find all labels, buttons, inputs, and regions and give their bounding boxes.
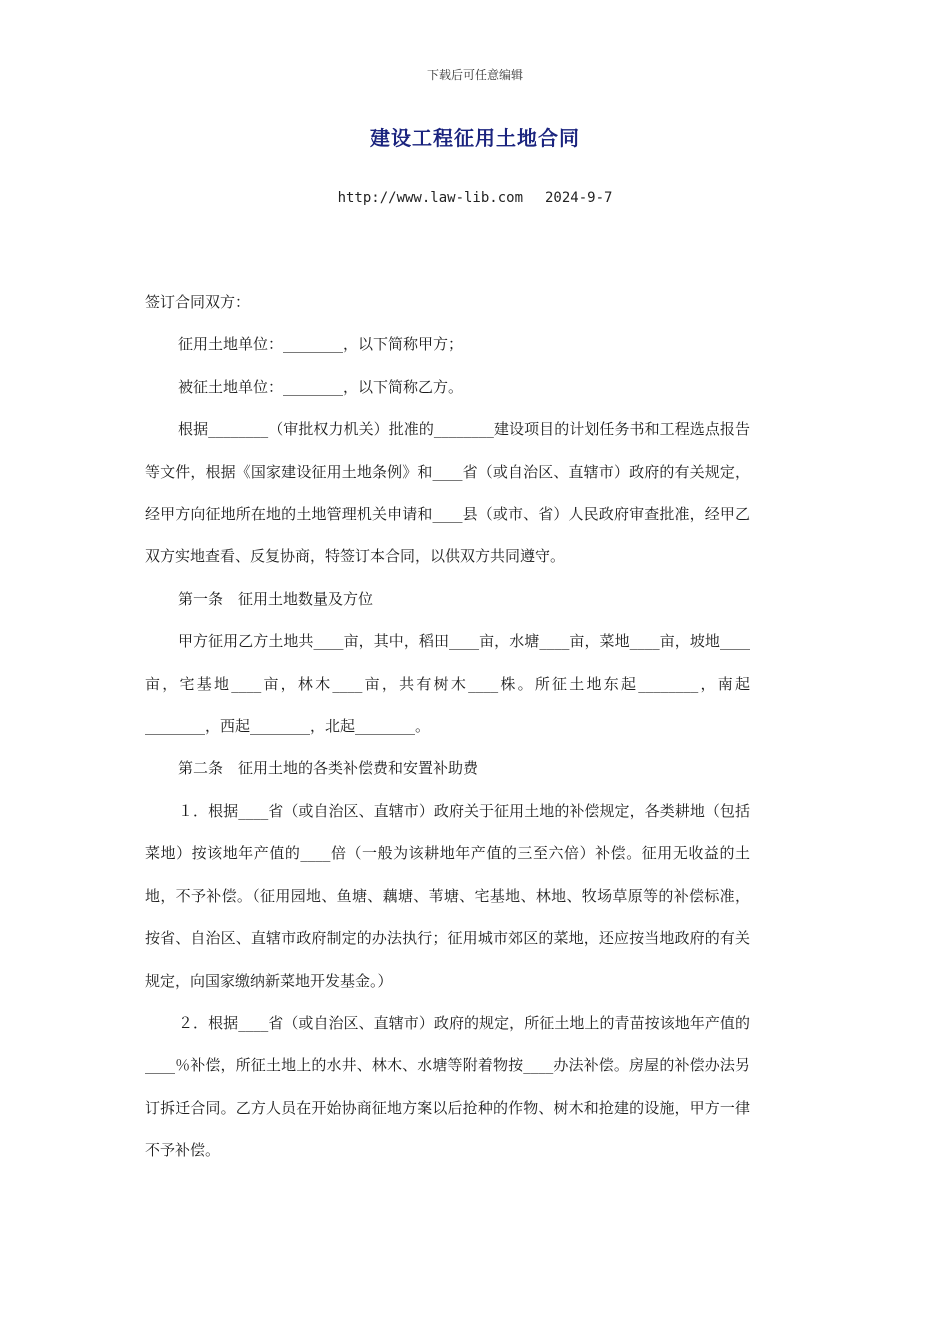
article-2-heading: 第二条 征用土地的各类补偿费和安置补助费	[178, 759, 479, 778]
article-1-heading: 第一条 征用土地数量及方位	[178, 589, 374, 608]
page-title: 建设工程征用土地合同	[370, 126, 580, 150]
source-url: http://www.law-lib.com	[337, 190, 523, 206]
document-date: 2024-9-7	[545, 190, 613, 206]
party-b-line: 被征土地单位：________，以下简称乙方。	[178, 377, 464, 396]
contract-body	[145, 281, 750, 1172]
party-a-line: 征用土地单位：________，以下简称甲方；	[178, 335, 464, 354]
article-2-clause-1: １．根据____省（或自治区、直辖市）政府关于征用土地的补偿规定，各类耕地（包括菜地）按该地年产值的____倍（一般为该耕地年产值的三至六倍）补偿。征用无收益的土地，不予补偿。（征用园地、鱼塘、藕塘、苇塘、宅基地、林地、牧场草原等的补偿标准，按省、自治区、直辖市政府制定的办法执行；征用城市郊区的菜地，还应按当地政府的有关规定，向国家缴纳新菜地开发基金。）	[145, 801, 750, 990]
article-1-body: 甲方征用乙方土地共____亩，其中，稻田____亩，水塘____亩，菜地____亩，坡地____亩，宅基地____亩，林木____亩，共有树木____株。所征土地东起________，南起________，西起________，北起________。	[145, 632, 750, 736]
preamble-paragraph: 根据________（审批权力机关）批准的________建设项目的计划任务书和工程选点报告等文件，根据《国家建设征用土地条例》和____省（或自治区、直辖市）政府的有关规定，经甲方向征地所在地的土地管理机关申请和____县（或市、省）人民政府审查批准，经甲乙双方实地查看、反复协商，特签订本合同，以供双方共同遵守。	[145, 420, 750, 566]
header-note: 下载后可任意编辑	[426, 68, 523, 82]
article-2-clause-2: ２．根据____省（或自治区、直辖市）政府的规定，所征土地上的青苗按该地年产值的____％补偿，所征土地上的水井、林木、水塘等附着物按____办法补偿。房屋的补偿办法另订拆迁合同。乙方人员在开始协商征地方案以后抢种的作物、树木和抢建的设施，甲方一律不予补偿。	[145, 1013, 750, 1160]
parties-heading: 签订合同双方：	[145, 293, 251, 311]
source-line	[0, 190, 950, 206]
